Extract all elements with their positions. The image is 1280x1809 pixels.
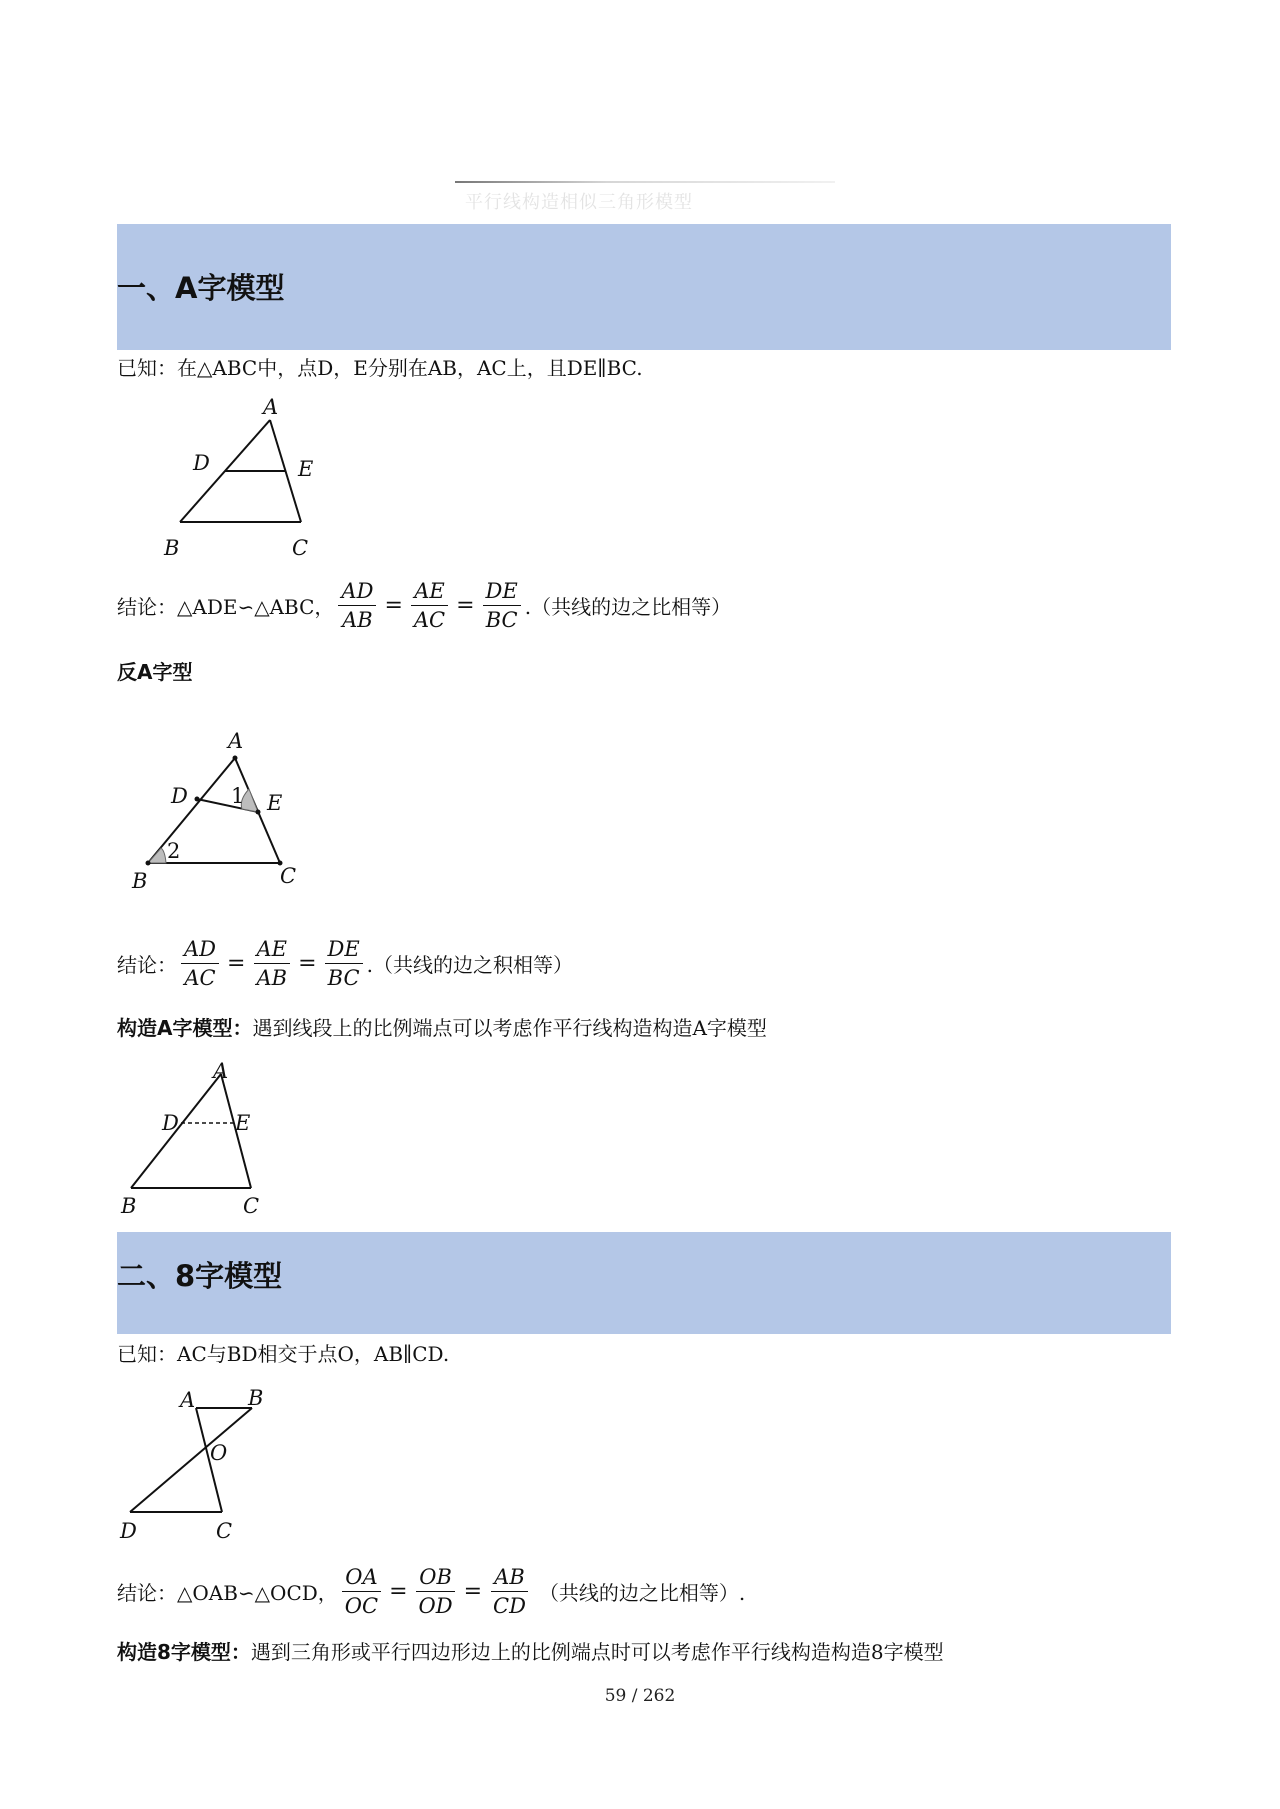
- label-angle-1: 1: [231, 784, 245, 808]
- equals-sign: =: [227, 951, 246, 977]
- fraction-de-bc: $\frac{DE}{BC}$: [325, 938, 363, 989]
- label-E: E: [235, 1111, 251, 1135]
- label-E: E: [298, 457, 314, 481]
- figure-8-model: [112, 1380, 292, 1550]
- label-B: B: [164, 536, 180, 560]
- fraction-ab-cd: $\frac{AB}{CD}$: [493, 1565, 526, 1619]
- fraction-oa-oc: $\frac{OA}{OC}$: [342, 1566, 381, 1617]
- construct-a-label: 构造A字模型：: [117, 1016, 253, 1040]
- section1-title: 一、A字模型: [117, 271, 285, 305]
- label-angle-2: 2: [167, 839, 181, 863]
- label-A: A: [213, 1059, 229, 1083]
- fraction-ad-ab: $\frac{AD}{AB}$: [338, 580, 376, 631]
- equals-sign: =: [384, 593, 403, 619]
- label-C: C: [292, 536, 309, 560]
- label-O: O: [210, 1441, 228, 1465]
- equals-sign: =: [456, 593, 475, 619]
- conclusion1-suffix: .（共线的边之比相等）: [524, 595, 732, 620]
- label-D: D: [171, 784, 188, 808]
- construct-8-line: [117, 1636, 944, 1665]
- label-E: E: [267, 791, 283, 815]
- construct-a-line: [117, 1012, 767, 1041]
- label-C: C: [216, 1519, 233, 1543]
- section2-title: 二、8字模型: [117, 1259, 283, 1293]
- label-B: B: [248, 1386, 264, 1410]
- conclusion1-prefix: 结论：△ADE∽△ABC，: [117, 595, 335, 620]
- label-A: A: [180, 1388, 196, 1412]
- construct-8-text: 遇到三角形或平行四边形边上的比例端点时可以考虑作平行线构造构造8字模型: [250, 1640, 944, 1664]
- fraction-ae-ac: $\frac{AE}{AC}$: [411, 580, 448, 631]
- reverse-conclusion: [117, 938, 573, 989]
- section2-given: 已知：AC与BD相交于点O，AB∥CD.: [117, 1342, 450, 1366]
- header-rule: [455, 181, 835, 183]
- figure-reverse-a: [125, 726, 325, 906]
- fraction-ad-ac: $\frac{AD}{AC}$: [181, 938, 219, 989]
- section1-given: 已知：在△ABC中，点D，E分别在AB，AC上，且DE∥BC.: [117, 356, 643, 380]
- section1-conclusion: [117, 580, 731, 631]
- fraction-ae-ab: $\frac{AE}{AB}$: [253, 938, 290, 989]
- equals-sign: =: [463, 1579, 483, 1605]
- construct-a-text: 遇到线段上的比例端点可以考虑作平行线构造构造A字模型: [252, 1016, 767, 1040]
- equals-sign: =: [389, 1579, 408, 1605]
- figure-construct-a: [115, 1058, 295, 1218]
- header-faint-text: 平行线构造相似三角形模型: [465, 192, 693, 213]
- label-A: A: [228, 729, 244, 753]
- conclusion2-suffix: .（共线的边之积相等）: [366, 953, 574, 978]
- fraction-de-bc: $\frac{DE}{BC}$: [483, 580, 521, 631]
- section2-conclusion: [117, 1566, 745, 1617]
- equals-sign: =: [298, 951, 317, 977]
- label-D: D: [193, 451, 210, 475]
- construct-8-label: 构造8字模型：: [117, 1640, 251, 1664]
- conclusion3-prefix: 结论：△OAB∽△OCD，: [117, 1581, 338, 1606]
- conclusion3-suffix: （共线的边之比相等）.: [538, 1581, 746, 1606]
- label-B: B: [132, 869, 148, 893]
- reverse-a-title: 反A字型: [117, 660, 193, 684]
- label-D: D: [162, 1111, 179, 1135]
- label-A: A: [263, 395, 279, 419]
- label-C: C: [280, 864, 297, 888]
- conclusion2-prefix: 结论：: [117, 953, 177, 978]
- label-D: D: [120, 1519, 137, 1543]
- label-C: C: [243, 1194, 260, 1218]
- fraction-ob-od: $\frac{OB}{OD}$: [416, 1566, 456, 1617]
- page-number: 59 / 262: [604, 1686, 676, 1706]
- label-B: B: [121, 1194, 137, 1218]
- figure-a-model: [160, 390, 360, 560]
